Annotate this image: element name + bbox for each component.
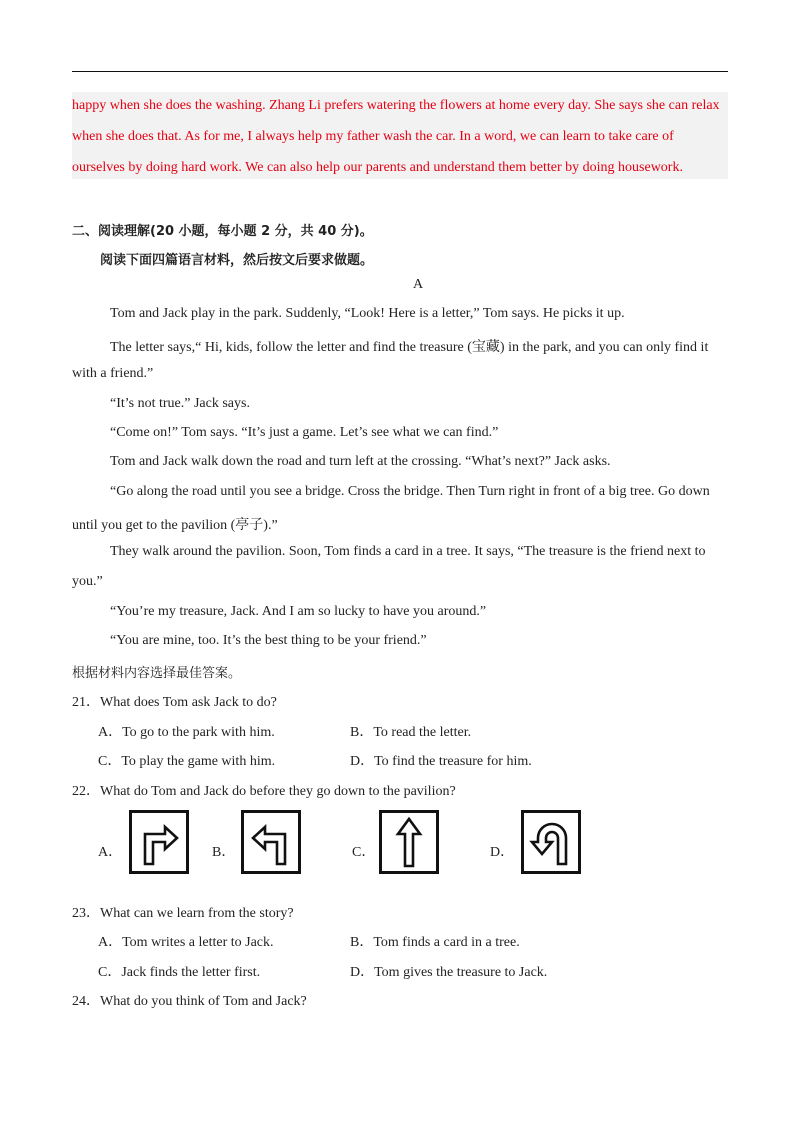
passage-paragraph-4: “Come on!” Tom says. “It’s just a game. Let’s see what we can find.”	[110, 425, 499, 440]
question-21-option-c[interactable]: C．To play the game with him.	[98, 754, 276, 769]
turn-right-sign-icon[interactable]	[129, 810, 189, 874]
go-straight-sign-icon[interactable]	[379, 810, 439, 874]
section-instruction: 阅读下面四篇语言材料，然后按文后要求做题。	[100, 253, 374, 268]
passage-paragraph-3: “It’s not true.” Jack says.	[110, 396, 250, 411]
question-23-stem: 23．What can we learn from the story?	[72, 906, 294, 921]
question-22-option-b[interactable]: B．	[212, 845, 236, 860]
question-24-stem: 24．What do you think of Tom and Jack?	[72, 994, 307, 1009]
answer-line-2: when she does that. As for me, I always help my father wash the car. In a word, we can learn to take care of	[72, 129, 674, 144]
question-23-option-b[interactable]: B．Tom finds a card in a tree.	[350, 935, 520, 950]
passage-paragraph-7-cont: you.”	[72, 574, 103, 589]
question-23-option-a[interactable]: A．Tom writes a letter to Jack.	[98, 935, 274, 950]
question-21-option-d[interactable]: D．To find the treasure for him.	[350, 754, 532, 769]
passage-paragraph-2-cont: with a friend.”	[72, 366, 154, 381]
passage-paragraph-5: Tom and Jack walk down the road and turn left at the crossing. “What’s next?” Jack asks.	[110, 454, 611, 469]
passage-label: A	[413, 277, 424, 292]
section-heading: 二、阅读理解(20 小题，每小题 2 分，共 40 分)。	[72, 224, 373, 239]
question-22-option-c[interactable]: C．	[352, 845, 376, 860]
answer-line-3: ourselves by doing hard work. We can also help our parents and understand them better by doing housework.	[72, 160, 683, 175]
question-21-stem: 21．What does Tom ask Jack to do?	[72, 695, 277, 710]
passage-paragraph-1: Tom and Jack play in the park. Suddenly, “Look! Here is a letter,” Tom says. He picks it up.	[110, 306, 625, 321]
question-22-option-d[interactable]: D．	[490, 845, 515, 860]
question-instruction: 根据材料内容选择最佳答案。	[72, 666, 242, 681]
u-turn-sign-icon[interactable]	[521, 810, 581, 874]
passage-paragraph-7: They walk around the pavilion. Soon, Tom finds a card in a tree. It says, “The treasure is the friend next to	[110, 544, 706, 559]
passage-paragraph-6-cont: until you get to the pavilion (亭子).”	[72, 518, 278, 533]
passage-paragraph-8: “You’re my treasure, Jack. And I am so lucky to have you around.”	[110, 604, 487, 619]
question-23-option-d[interactable]: D．Tom gives the treasure to Jack.	[350, 965, 548, 980]
question-22-stem: 22．What do Tom and Jack do before they go down to the pavilion?	[72, 784, 456, 799]
passage-paragraph-9: “You are mine, too. It’s the best thing to be your friend.”	[110, 633, 427, 648]
question-23-option-c[interactable]: C．Jack finds the letter first.	[98, 965, 261, 980]
question-22-option-a[interactable]: A．	[98, 845, 123, 860]
turn-left-sign-icon[interactable]	[241, 810, 301, 874]
answer-line-1: happy when she does the washing. Zhang Li prefers watering the flowers at home every day. She says she can relax	[72, 98, 720, 113]
top-rule	[72, 71, 728, 72]
question-21-option-b[interactable]: B．To read the letter.	[350, 725, 472, 740]
passage-paragraph-2: The letter says,“ Hi, kids, follow the letter and find the treasure (宝藏) in the park, and you can only find it	[110, 340, 709, 355]
passage-paragraph-6: “Go along the road until you see a bridge. Cross the bridge. Then Turn right in front of a big tree. Go down	[110, 484, 710, 499]
question-21-option-a[interactable]: A．To go to the park with him.	[98, 725, 275, 740]
answer-highlight-box	[72, 92, 728, 179]
